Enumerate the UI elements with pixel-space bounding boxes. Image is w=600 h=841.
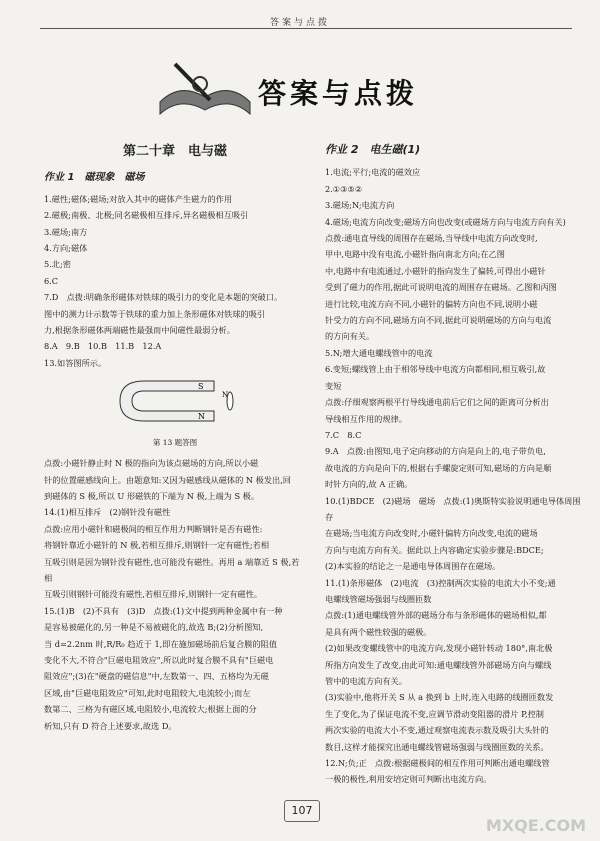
answer-line: 针受力的方向不同,磁场方向不同,据此可说明磁场的方向与电流: [325, 315, 552, 326]
answer-line: 4.磁场;电流方向改变;磁场方向也改变(或磁场方向与电流方向有关): [325, 216, 566, 227]
answer-line: 9.A 点拨:由图知,电子定向移动的方向是向上的,电子带负电,: [325, 446, 546, 457]
header-rule: [40, 28, 572, 29]
answer-line: 互吸引则是因为钢针没有磁性,也可能没有磁性。再用 a 端靠近 S 极,若相: [44, 556, 300, 583]
answer-line: 到磁体的 S 极,所以 U 形磁铁的下端为 N 极,上端为 S 极。: [44, 490, 260, 501]
homework-1-title: 作业 1 磁现象 磁场: [44, 172, 145, 184]
section-banner: [150, 62, 432, 120]
answer-line: 力,根据条形磁体两端磁性最强而中间磁性最弱分析。: [44, 325, 235, 336]
answer-line: 两次实验的电流大小不变,通过观察电流表示数及吸引大头针的: [325, 725, 549, 736]
answer-line: 10.(1)BDCE (2)磁场 磁场 点拨:(1)奥斯特实验说明通电导体周围存: [325, 495, 581, 522]
figure-caption: 第 13 题答图: [152, 437, 198, 447]
answer-line: 4.方向;磁体: [44, 243, 88, 254]
answer-line: 2.磁极;南极、北极;同名磁极相互排斥,异名磁极相互吸引: [44, 210, 249, 221]
answer-line: 在磁场;当电流方向改变时,小磁针偏转方向改变,电流的磁场: [325, 528, 538, 539]
watermark: MXQE.COM: [485, 816, 586, 835]
right-column: [325, 140, 585, 788]
answer-line: (2)如果改变螺线管中的电流方向,发现小磁针转动 180°,南北极: [325, 643, 553, 654]
answer-line: 受到了磁力的作用,据此可说明电流的周围存在磁场。乙图和丙图: [325, 282, 557, 293]
answer-line: 点拨:仔细观察两根平行导线通电前后它们之间的距离可分析出: [325, 397, 549, 408]
magnet-figure: [114, 375, 306, 432]
answer-line: 11.(1)条形磁体 (2)电流 (3)控制两次实验的电流大小不变;通: [325, 577, 556, 588]
answer-line: 所指方向发生了改变,由此可知:通电螺线管外部磁场方向与螺线: [325, 659, 552, 670]
answer-line: 阻效应";(3)在"硬盘的磁信息"中,左数第一、四、五格均为无磁: [44, 671, 269, 682]
answer-line: 将钢针靠近小磁针的 N 极,若相互排斥,则钢针一定有磁性;若相: [44, 540, 270, 551]
answer-line: 3.磁场;南方: [44, 226, 88, 237]
homework-2-title: 作业 2 电生磁(1): [325, 143, 421, 156]
magnet-s-label: S: [198, 382, 204, 392]
answer-line: 13.如答图所示。: [44, 357, 107, 368]
magnet-n-label: N: [198, 412, 205, 422]
answer-line: 15.(1)B (2)不具有 (3)D 点拨:(1)文中提到两种金属中有一种: [44, 605, 283, 616]
answer-line: 方向与电流方向有关。据此以上内容确定实验步骤是:BDCE;: [325, 544, 544, 555]
answer-line: 图中的测力计示数等于铁球的重力加上条形磁体对铁球的吸引: [44, 308, 266, 319]
answer-line: 14.(1)相互排斥 (2)钢针没有磁性: [44, 507, 171, 518]
answer-line: 故电流的方向是向下的,根据右手螺旋定则可知,磁场的方向是顺: [325, 462, 552, 473]
u-magnet-diagram: [114, 375, 244, 427]
left-column: [44, 140, 306, 734]
banner-title: 答案与点拨: [258, 77, 419, 110]
answer-line: 数第二、三格为有磁区域,电阻较小,电流较大;根据上面的分: [44, 704, 257, 715]
answer-line: 5.北;密: [44, 259, 71, 270]
answer-line: 一极的极性,利用安培定则可判断出电流方向。: [325, 774, 492, 785]
answer-line: (2)本实验的结论之一是通电导体周围存在磁场。: [325, 561, 501, 572]
book-pen-icon: [150, 62, 260, 120]
answer-line: 点拨:应用小磁针和磁极间的相互作用力判断钢针是否有磁性:: [44, 523, 263, 534]
answer-line: 点拨:小磁针静止时 N 极的指向为该点磁场的方向,所以小磁: [44, 458, 259, 469]
answer-line: 12.N;负;正 点拨:根据磁极间的相互作用可判断出通电螺线管: [325, 758, 550, 769]
answer-line: 互吸引则钢针可能没有磁性,若相互排斥,则钢针一定有磁性。: [44, 589, 263, 600]
answer-line: 6.C: [44, 275, 59, 286]
page-number: 107: [284, 800, 320, 822]
answer-line: 时针方向的,故 A 正确。: [325, 479, 413, 490]
answer-line: 6.变短;螺线管上由于相邻导线中电流方向都相同,相互吸引,故: [325, 364, 546, 375]
answer-line: 7.D 点拨:明确条形磁体对铁球的吸引力的变化是本题的突破口。: [44, 292, 283, 303]
answer-line: 1.磁性;磁体;磁场;对放入其中的磁体产生磁力的作用: [44, 193, 233, 204]
answer-line: 变短: [325, 380, 342, 391]
answer-line: 区域,由"巨磁电阻效应"可知,此时电阻较大,电流较小;而左: [44, 687, 251, 698]
answer-line: 5.N;增大通电螺线管中的电流: [325, 347, 433, 358]
answer-line: 管中的电流方向有关。: [325, 676, 407, 686]
answer-line: 导线相互作用的规律。: [325, 413, 407, 424]
chapter-title: 第二十章 电与磁: [122, 144, 227, 159]
answer-line: (3)实验中,他将开关 S 从 a 换到 b 上时,连入电路的线圈匝数发: [325, 692, 554, 703]
running-header: [0, 10, 600, 29]
answer-line: 甲中,电路中没有电流,小磁针指向南北方向;在乙图: [325, 249, 505, 260]
answer-line: 针的位置磁感线向上。由题意知:又因为磁感线从磁体的 N 极发出,回: [44, 474, 291, 485]
answer-line: 中,电路中有电流通过,小磁针的指向发生了偏转,可得出小磁针: [325, 265, 546, 276]
answer-line: 8.A 9.B 10.B 11.B 12.A: [44, 341, 162, 352]
answer-line: 1.电流;平行;电流的磁效应: [325, 167, 421, 178]
running-header-title: 答案与点拨: [269, 18, 330, 28]
answer-line: 变化不大,不符合"巨磁电阻效应",所以此时复合膜不具有"巨磁电: [44, 654, 274, 665]
answer-line: 点拨:通电直导线的周围存在磁场,当导线中电流方向改变时,: [325, 233, 538, 244]
answer-line: 2.①③⑤②: [325, 183, 363, 194]
answer-line: 电螺线管磁场强弱与线圈匝数: [325, 593, 432, 604]
answer-line: 析知,只有 D 符合上述要求,故选 D。: [44, 720, 177, 731]
answer-line: 点拨:(1)通电螺线管外部的磁场分布与条形磁体的磁场相似,都: [325, 610, 547, 621]
answer-line: 当 d=2.2nm 时,R/R₀ 趋近于 1,即在施加磁场前后复合膜的阻值: [44, 638, 277, 649]
answer-line: 3.磁场;N;电流方向: [325, 200, 395, 211]
answer-line: 生了变化,为了保证电流不变,应调节滑动变阻器的滑片 P,控制: [325, 708, 544, 719]
answer-line: 进行比较,电流方向不同,小磁针的偏转方向也不同,说明小磁: [325, 298, 538, 309]
answer-line: 的方向有关。: [325, 331, 375, 342]
needle-n-label: N: [222, 391, 229, 400]
answer-line: 7.C 8.C: [325, 429, 362, 440]
answer-line: 是容易被磁化的,另一种是不易被磁化的,故选 B;(2)分析图知,: [44, 622, 264, 633]
answer-line: 数目,这样才能探究出通电螺线管磁场强弱与线圈匝数的关系。: [325, 741, 549, 752]
answer-line: 是具有两个磁性较强的磁极。: [325, 626, 432, 637]
